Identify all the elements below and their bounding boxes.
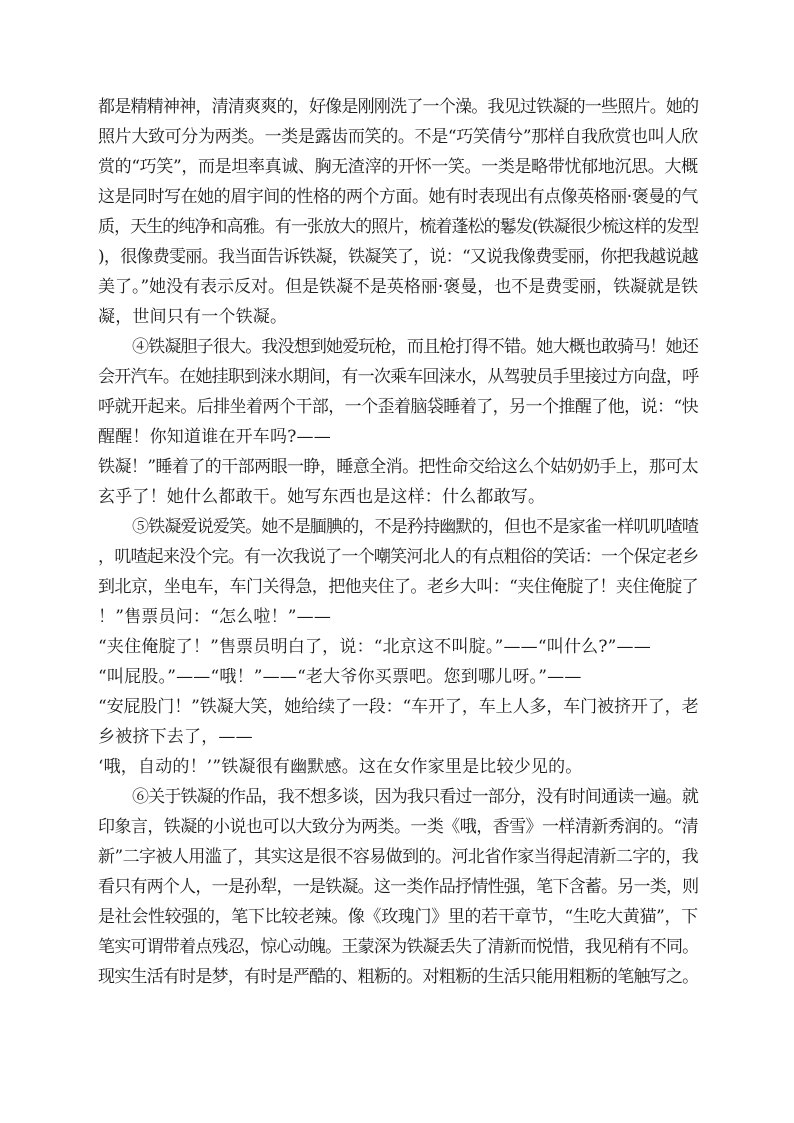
text-line: 乡被挤下去了，—— (98, 727, 253, 747)
text-line: 现实生活有时是梦，有时是严酷的、粗粝的。对粗粝的生活只能用粗粝的笔触写之。 (98, 967, 699, 987)
text-line: 照片大致可分为两类。一类是露齿而笑的。不是“巧笑倩兮”那样自我欣赏也叫人欣 (98, 127, 698, 147)
text-line: 笔实可谓带着点残忍，惊心动魄。王蒙深为铁凝丢失了清新而悦惜，我见稍有不同。 (98, 937, 699, 957)
text-line: 凝，世间只有一个铁凝。 (98, 307, 288, 327)
text-line: 醒醒！你知道谁在开车吗?—— (98, 427, 331, 447)
text-line: ！”售票员问：“怎么啦！”—— (98, 607, 332, 627)
text-line: 印象言，铁凝的小说也可以大致分为两类。一类《哦，香雪》一样清新秀润的。“清 (98, 817, 699, 837)
text-line: 都是精精神神，清清爽爽的，好像是刚刚洗了一个澡。我见过铁凝的一些照片。她的 (98, 97, 699, 117)
text-line: 铁凝！”睡着了的干部两眼一睁，睡意全消。把性命交给这么个姑奶奶手上，那可太 (98, 457, 699, 477)
paragraph-start-line: ⑤铁凝爱说爱笑。她不是腼腆的，不是矜持幽默的，但也不是家雀一样叽叽喳喳 (132, 517, 698, 537)
document-body (98, 92, 698, 992)
text-line: ，叽喳起来没个完。有一次我说了一个嘲笑河北人的有点粗俗的笑话：一个保定老乡 (98, 547, 699, 567)
text-line: 到北京，坐电车，车门关得急，把他夹住了。老乡大叫：“夹住俺腚了！夹住俺腚了 (98, 577, 699, 597)
text-line: 是社会性较强的，笔下比较老辣。像《玫瑰门》里的若干章节，“生吃大黄猫”，下 (98, 907, 698, 927)
text-line: 赏的“巧笑”，而是坦率真诚、胸无渣滓的开怀一笑。一类是略带忧郁地沉思。大概 (98, 157, 698, 177)
text-line: 美了。”她没有表示反对。但是铁凝不是英格丽·褒曼，也不是费雯丽，铁凝就是铁 (98, 277, 698, 297)
text-line: “夹住俺腚了！”售票员明白了，说：“北京这不叫腚。”——“叫什么?”—— (98, 637, 651, 657)
text-line: )，很像费雯丽。我当面告诉铁凝，铁凝笑了，说：“又说我像费雯丽，你把我越说越 (98, 247, 698, 267)
text-line: 呼就开起来。后排坐着两个干部，一个歪着脑袋睡着了，另一个推醒了他，说：“快 (98, 397, 699, 417)
text-line: “叫屁股。”——“哦！”——“老大爷你买票吧。您到哪儿呀。”—— (98, 667, 582, 687)
text-line: ‘哦，自动的！’”铁凝很有幽默感。这在女作家里是比较少见的。 (98, 757, 583, 777)
text-line: 看只有两个人，一是孙犁，一是铁凝。这一类作品抒情性强，笔下含蓄。另一类，则 (98, 877, 699, 897)
text-line: 这是同时写在她的眉宇间的性格的两个方面。她有时表现出有点像英格丽·褒曼的气 (98, 187, 698, 207)
text-line: 质，天生的纯净和高雅。有一张放大的照片，梳着蓬松的鬈发(铁凝很少梳这样的发型 (98, 217, 699, 237)
text-line: 会开汽车。在她挂职到涞水期间，有一次乘车回涞水，从驾驶员手里接过方向盘，呼 (98, 367, 699, 387)
paragraph-start-line: ⑥关于铁凝的作品，我不想多谈，因为我只看过一部分，没有时间通读一遍。就 (132, 787, 698, 807)
paragraph-start-line: ④铁凝胆子很大。我没想到她爱玩枪，而且枪打得不错。她大概也敢骑马！她还 (132, 337, 698, 357)
text-line: “安屁股门！”铁凝大笑，她给续了一段：“车开了，车上人多，车门被挤开了，老 (98, 697, 699, 717)
text-line: 新”二字被人用滥了，其实这是很不容易做到的。河北省作家当得起清新二字的，我 (98, 847, 699, 867)
text-line: 玄乎了！她什么都敢干。她写东西也是这样：什么都敢写。 (98, 487, 546, 507)
